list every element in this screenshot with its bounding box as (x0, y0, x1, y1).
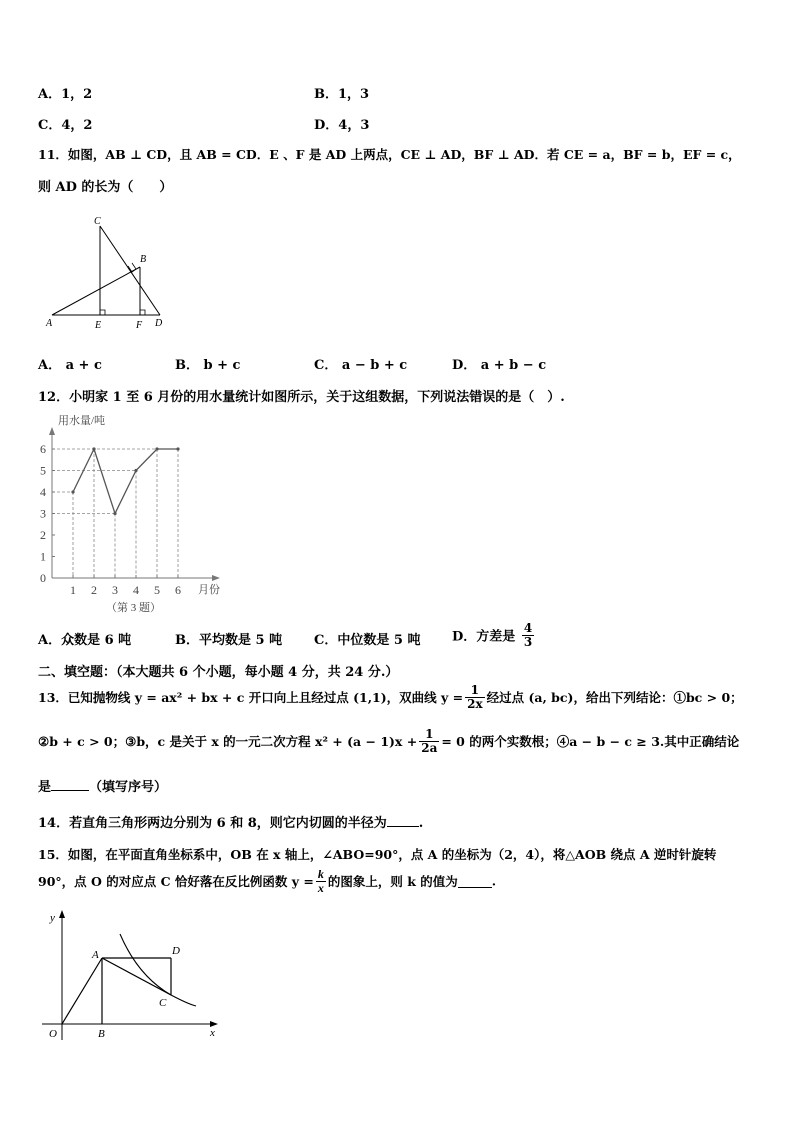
q13-line3 (38, 776, 167, 795)
chart-tick-labels (40, 442, 181, 597)
variance-numerator: 4 (523, 621, 533, 635)
q13-line1-b: 经过点 (a, bc)，给出下列结论：①bc > 0； (486, 690, 743, 706)
q15-line1: 15．如图，在平面直角坐标系中，OB 在 x 轴上，∠ABO=90°，点 A 的坐标为（2，4），将△AOB 绕点 A 逆时针旋转 (38, 847, 717, 862)
chart-ytick-label: 2 (40, 528, 46, 542)
q12-option-d (452, 622, 536, 648)
chart-ylabel: 用水量/吨 (58, 415, 106, 427)
q15-line2-b: 的图象上，则 k 的值为 (327, 874, 458, 890)
q11-label-E: E (95, 320, 102, 331)
q11-figure (38, 212, 173, 334)
chart-xtick-label: 6 (175, 583, 181, 597)
chart-y-axis-arrow (49, 427, 55, 435)
chart-point (92, 447, 95, 450)
q15-line2-c: . (491, 873, 497, 889)
q15-function-fraction (316, 868, 326, 894)
q14-stem: 14．若直角三角形两边分别为 6 和 8，则它内切圆的半径为 (38, 816, 387, 831)
q14-answer-blank[interactable] (387, 814, 419, 827)
q13-line2 (38, 728, 739, 754)
chart-point (176, 447, 179, 450)
q11-option-d: D． a + b − c (452, 358, 547, 373)
q11-label-B: B (140, 254, 147, 265)
q15-label-A: A (92, 949, 99, 961)
chart-ytick-label: 4 (40, 485, 46, 499)
chart-ytick-label: 6 (40, 442, 46, 456)
chart-point (155, 447, 158, 450)
q14 (38, 812, 423, 831)
q13-line3-b: （填写序号） (89, 780, 168, 795)
q11-option-b: B． b + c (175, 358, 241, 373)
q15-line2 (38, 868, 496, 894)
q13-line1 (38, 684, 743, 710)
q12-stem: 12．小明家 1 至 6 月份的用水量统计如图所示，关于这组数据，下列说法错误的是（ ）. (38, 390, 565, 405)
q13-answer-blank[interactable] (51, 778, 89, 791)
q15-line2-a: 90°，点 O 的对应点 C 恰好落在反比例函数 y = (38, 874, 314, 890)
q15-label-D: D (172, 945, 180, 957)
q11-label-D: D (155, 318, 163, 329)
q15-frac-den: x (317, 880, 324, 895)
q14-end: . (418, 816, 424, 831)
q12-option-c: C．中位数是 5 吨 (314, 633, 421, 648)
q13-line1-a: 13．已知抛物线 y = ax² + bx + c 开口向上且经过点 (1,1)，双曲线 y = (38, 690, 464, 706)
q11-option-a: A． a + c (38, 358, 102, 373)
chart-ytick-label: 0 (40, 571, 46, 585)
q13-frac1-num: 1 (465, 684, 485, 698)
q15-label-O: O (49, 1028, 57, 1040)
chart-xtick-label: 3 (112, 583, 118, 597)
chart-series-line (73, 449, 178, 514)
q11-stem-line1: 11．如图，AB ⊥ CD，且 AB = CD．E 、F 是 AD 上两点，CE ⊥ AD，BF ⊥ AD．若 CE = a，BF = b，EF = c， (38, 147, 741, 162)
q15-answer-blank[interactable] (458, 875, 492, 888)
q10-option-d: D．4，3 (314, 118, 370, 133)
chart-xtick-label: 5 (154, 583, 160, 597)
q10-option-a: A．1，2 (38, 87, 93, 102)
q15-label-x: x (210, 1027, 215, 1039)
chart-axes (49, 427, 220, 581)
q15-label-y: y (50, 912, 55, 924)
chart-point (71, 490, 74, 493)
chart-xtick-label: 1 (70, 583, 76, 597)
variance-denominator: 3 (523, 634, 533, 649)
q12-option-d-label: D．方差是 (452, 629, 516, 645)
q13-equation-fraction (419, 728, 439, 754)
q15-frac-num: k (317, 867, 324, 881)
q15-label-B: B (98, 1028, 105, 1040)
chart-point (134, 469, 137, 472)
chart-caption: （第 3 题） (106, 602, 161, 614)
q11-label-C: C (94, 216, 101, 227)
chart-ytick-label: 1 (40, 549, 46, 564)
chart-x-axis-arrow (212, 575, 220, 581)
q12-chart (34, 406, 234, 618)
q13-frac2-den: 2a (421, 740, 438, 755)
chart-xtick-label: 2 (91, 583, 97, 597)
q11-stem-line2: 则 AD 的长为（ ） (38, 180, 173, 195)
variance-fraction (522, 622, 534, 648)
q10-option-c: C．4，2 (38, 118, 93, 133)
q13-line2-b: = 0 的两个实数根；④a − b − c ≥ 3.其中正确结论 (441, 734, 740, 750)
q12-option-b: B．平均数是 5 吨 (175, 633, 283, 648)
q12-option-a: A．众数是 6 吨 (38, 633, 132, 648)
q15-figure (38, 906, 228, 1046)
section-title: 二、填空题：（本大题共 6 个小题，每小题 4 分，共 24 分.） (38, 665, 399, 680)
q13-frac1-den: 2x (467, 696, 483, 711)
q11-option-c: C． a − b + c (314, 358, 408, 373)
q11-label-F: F (136, 320, 143, 331)
q13-line3-a: 是 (38, 780, 52, 795)
chart-point (113, 512, 116, 515)
q15-label-C: C (159, 997, 167, 1009)
chart-xtick-label: 4 (133, 583, 139, 597)
q13-hyperbola-fraction (465, 684, 485, 710)
q13-line2-a: ②b + c > 0；③b，c 是关于 x 的一元二次方程 x² + (a − 1)x + (38, 734, 418, 750)
q10-option-b: B．1，3 (314, 87, 370, 102)
q13-frac2-num: 1 (419, 728, 439, 742)
chart-series (71, 447, 179, 515)
chart-ytick-label: 3 (40, 506, 46, 521)
chart-ytick-label: 5 (40, 463, 46, 478)
chart-xlabel: 月份 (198, 584, 220, 596)
q11-label-A: A (46, 318, 53, 329)
